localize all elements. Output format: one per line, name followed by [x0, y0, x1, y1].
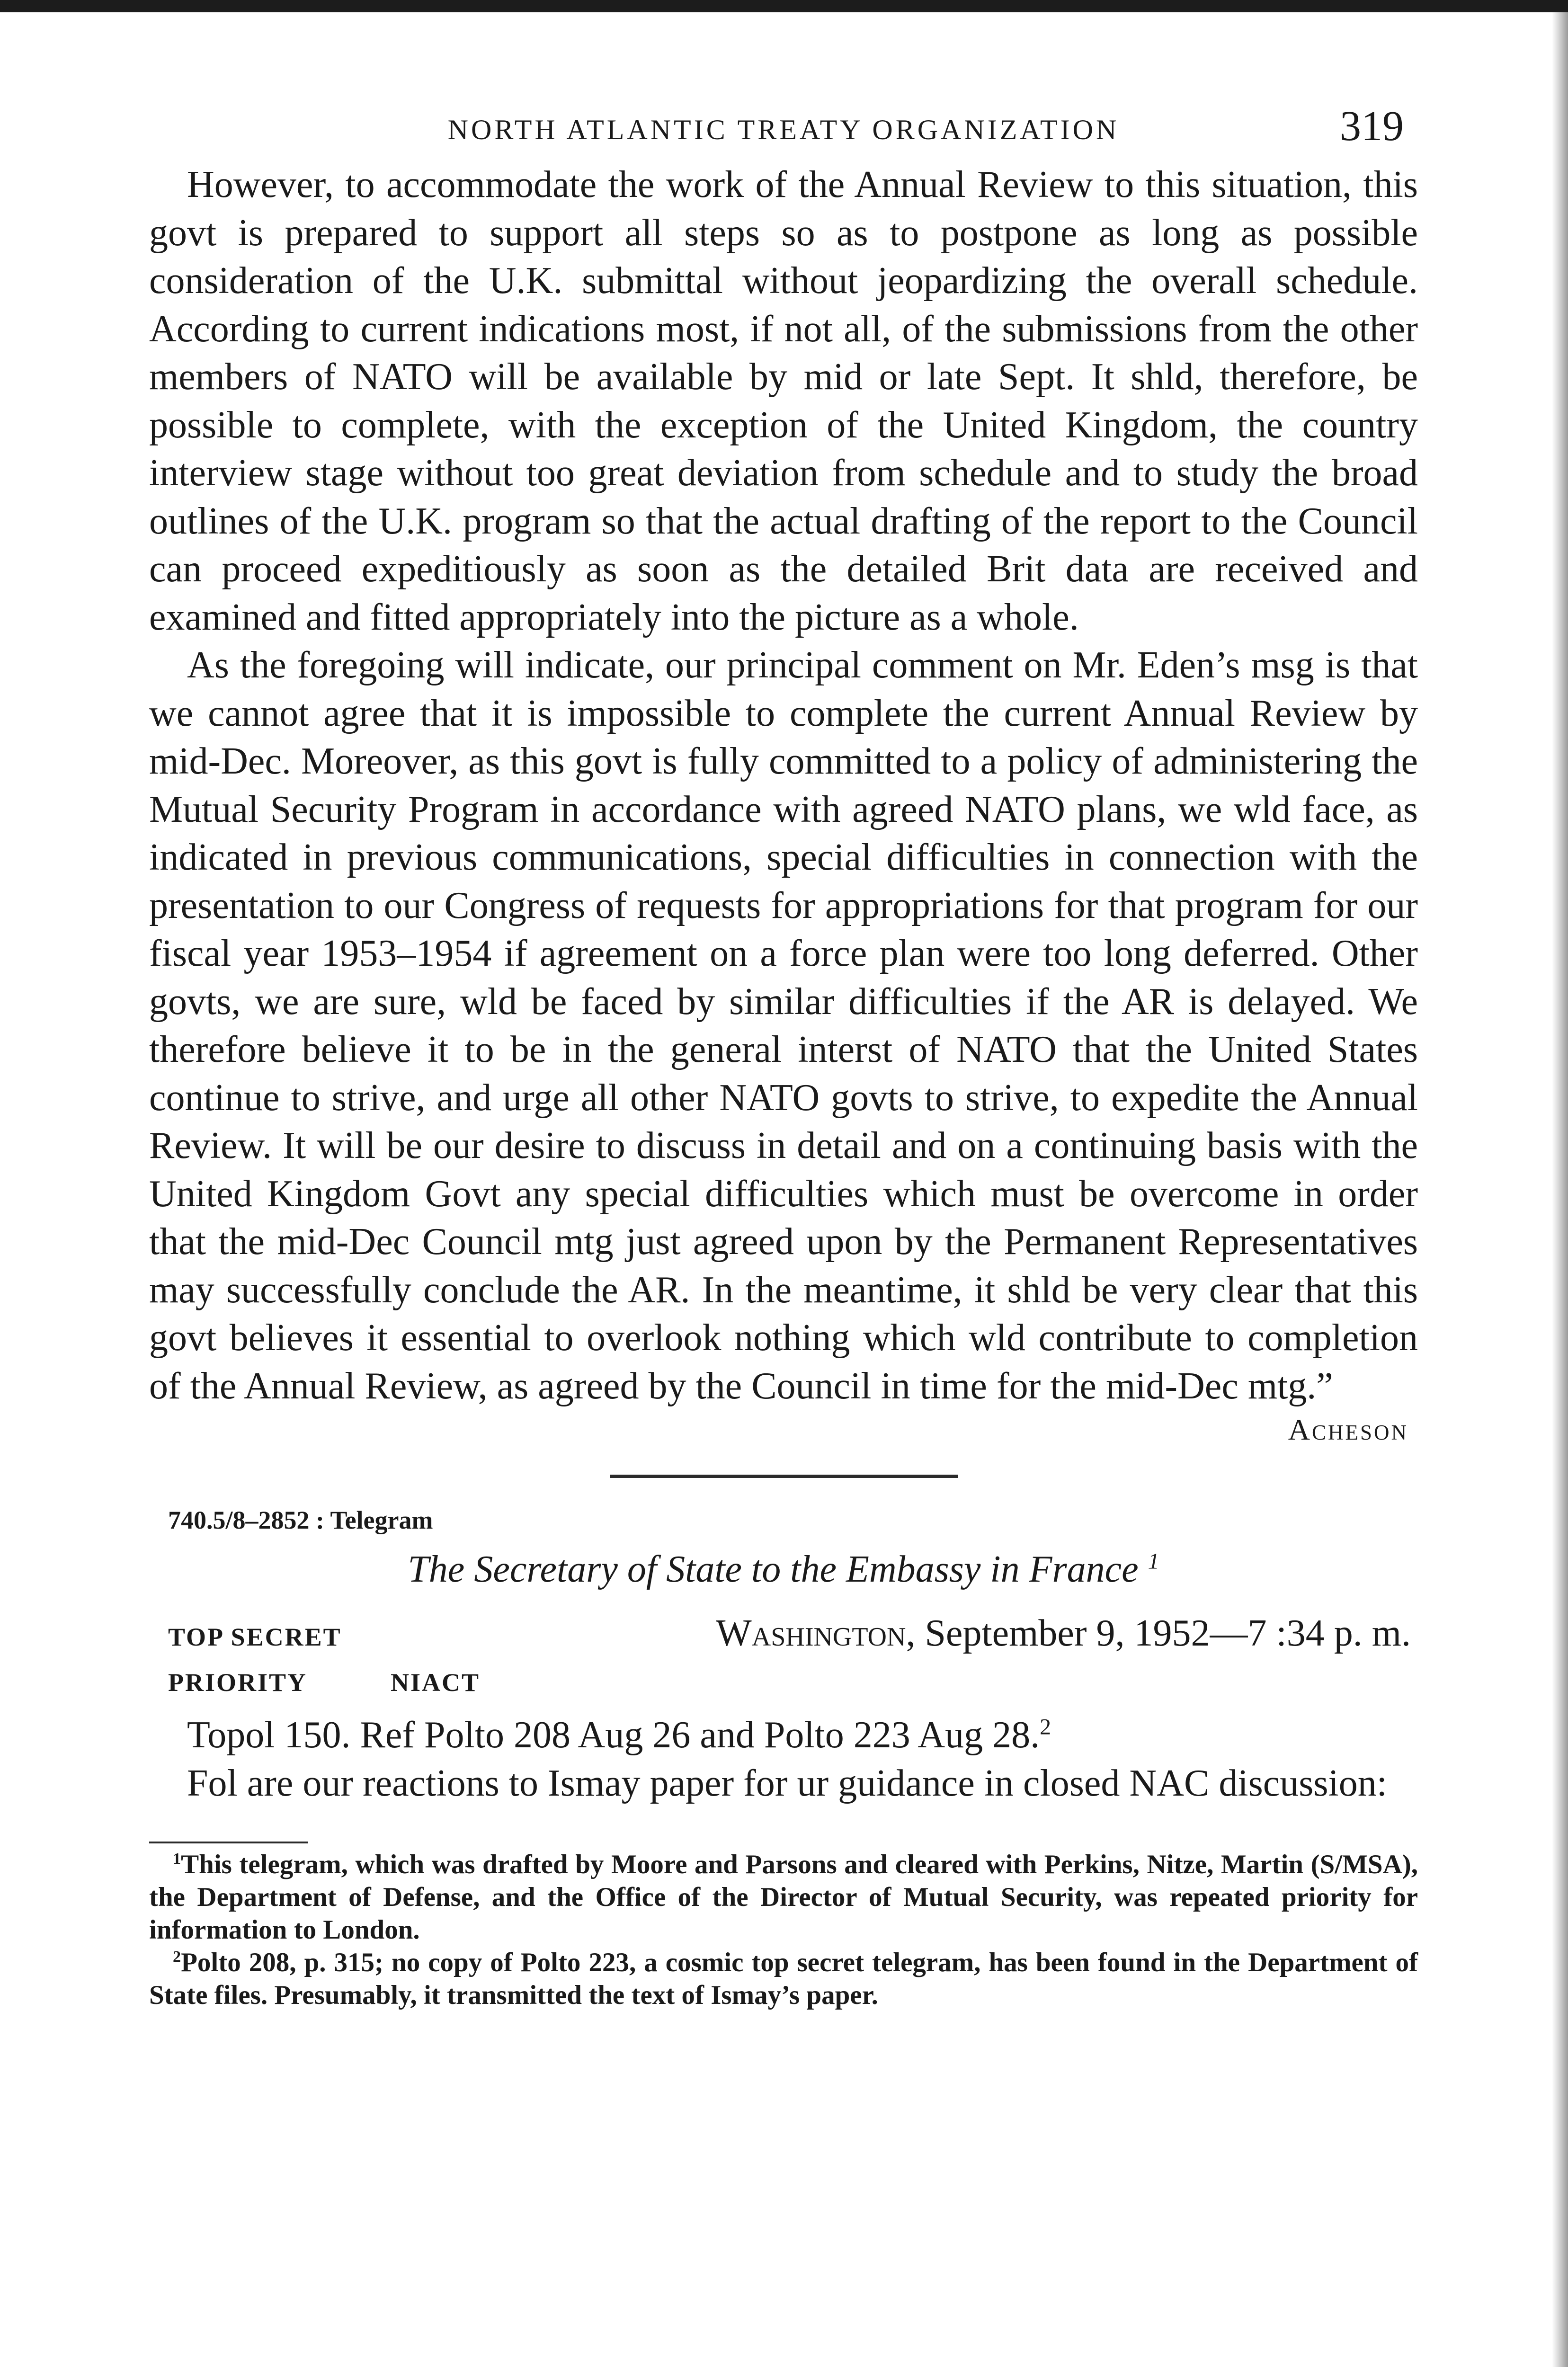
footnotes	[149, 1848, 1418, 2011]
body-paragraph-2: As the foregoing will indicate, our principal comment on Mr. Eden’s msg is that we cannot agree that it is impossible to complete the current Annual Review by mid-Dec. Moreover, as this govt is fully committed to a policy of administering the Mutual Security Program in accordance with agreed NATO plans, we wld face, as indicated in previous communications, special difficulties in connection with the presentation to our Congress of requests for appropriations for that program for our fiscal year 1953–1954 if agreement on a force plan were too long deferred. Other govts, we are sure, wld be faced by similar difficulties if the AR is delayed. We therefore believe it to be in the general interst of NATO that the United States continue to strive, and urge all other NATO govts to strive, to expedite the Annual Review. It will be our desire to discuss in detail and on a continuing basis with the United Kingdom Govt any special difficulties which must be overcome in order that the mid-Dec Council mtg just agreed upon by the Permanent Representatives may successfully conclude the AR. In the meantime, it shld be very clear that this govt believes it essential to overlook nothing which wld contribute to completion of the Annual Review, as agreed by the Council in time for the mid-Dec mtg.”	[149, 644, 1418, 1407]
file-number: 740.5/8–2852 : Telegram	[168, 1506, 433, 1534]
footnote-1-text: This telegram, which was drafted by Moore and Parsons and cleared with Perkins, Nitze, Martin (S/MSA), the Department of Defense, and the Office of the Director of Mutual Security, was repeated priority for information to London.	[149, 1850, 1418, 1945]
priority: PRIORITY	[168, 1668, 308, 1697]
dateline-date: , September 9, 1952—7 :34 p. m.	[906, 1612, 1411, 1654]
dateline-place: Washington	[716, 1612, 906, 1654]
section-divider	[610, 1475, 958, 1478]
dateline	[716, 1612, 1411, 1655]
footnote-rule	[149, 1842, 308, 1843]
footnote-2-marker: 2	[173, 1948, 181, 1966]
page-top-edge	[0, 0, 1568, 12]
classification: TOP SECRET	[168, 1623, 342, 1651]
running-head	[149, 95, 1418, 161]
document-title-text: The Secretary of State to the Embassy in France	[408, 1548, 1139, 1590]
page-right-edge	[1552, 12, 1568, 2367]
telegram-paragraph-1-text: Topol 150. Ref Polto 208 Aug 26 and Polto 223 Aug 28.	[187, 1714, 1040, 1756]
footnote-2-text: Polto 208, p. 315; no copy of Polto 223, a cosmic top secret telegram, has been found in the Department of State files. Presumably, it transmitted the text of Ismay’s paper.	[149, 1948, 1418, 2010]
body-paragraph-1: However, to accommodate the work of the Annual Review to this situation, this govt is prepared to support all steps so as to postpone as long as possible consideration of the U.K. submittal without jeopardizing the overall schedule. According to current indications most, if not all, of the submissions from the other members of NATO will be available by mid or late Sept. It shld, therefore, be possible to complete, with the exception of the United Kingdom, the country interview stage without too great deviation from schedule and to study the broad outlines of the U.K. program so that the actual drafting of the report to the Council can proceed expeditiously as soon as the detailed Brit data are received and examined and fitted appropriately into the picture as a whole.	[149, 164, 1418, 638]
page	[149, 95, 1418, 2011]
telegram-paragraph-1	[149, 1711, 1418, 1760]
page-number: 319	[1340, 103, 1404, 150]
telegram-paragraph-2: Fol are our reactions to Ismay paper for ur guidance in closed NAC discussion:	[187, 1762, 1387, 1804]
running-head-title: NORTH ATLANTIC TREATY ORGANIZATION	[447, 114, 1120, 145]
letter-body	[149, 161, 1418, 1410]
telegram-header	[149, 1612, 1418, 1697]
footnote-1-marker: 1	[173, 1850, 181, 1868]
niact: NIACT	[391, 1668, 481, 1697]
document-title	[149, 1548, 1418, 1591]
signature: Acheson	[1288, 1413, 1408, 1446]
footnote-ref-2: 2	[1040, 1714, 1051, 1740]
footnote-ref-1: 1	[1148, 1548, 1159, 1574]
footnote-1	[149, 1848, 1418, 1946]
telegram-body	[149, 1711, 1418, 1807]
footnote-2	[149, 1946, 1418, 2011]
